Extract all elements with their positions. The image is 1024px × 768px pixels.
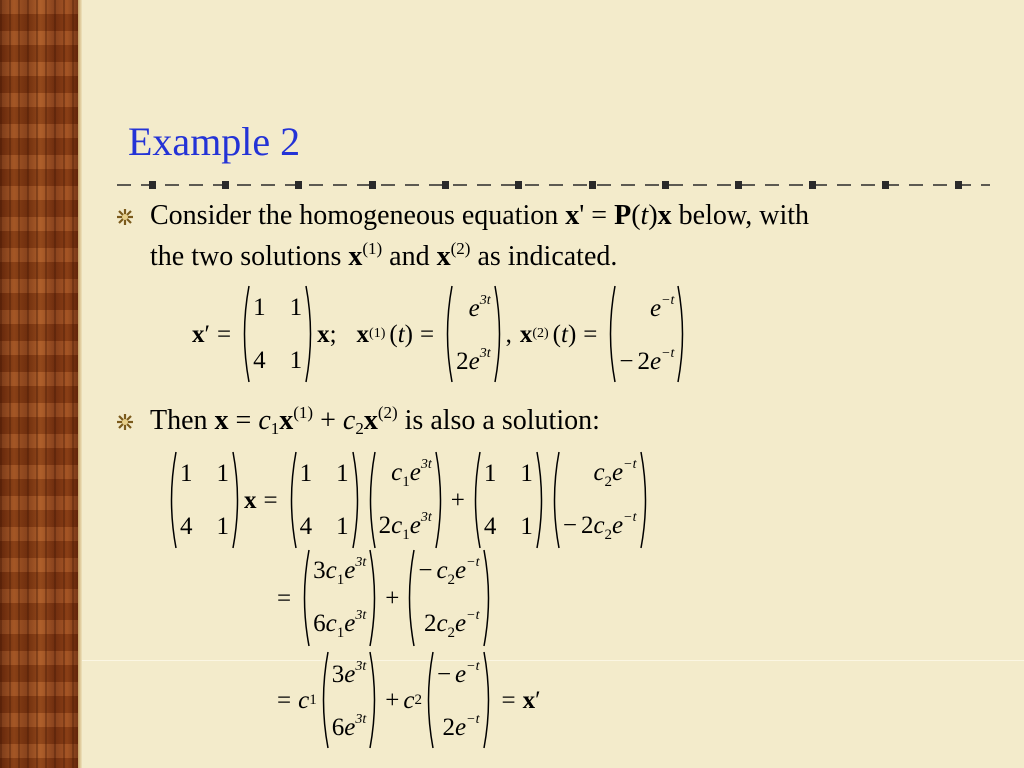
- wood-border: [0, 0, 78, 768]
- solution-2-vector: $e^{-t}$ − $2e^{-t}$: [604, 284, 689, 384]
- bullet-1-line-2: the two solutions $x^{(1)}$ and $x^{(2)}$ as indicated.: [150, 239, 618, 272]
- bullet-1-line-1: Consider the homogeneous equation x' = P(t)x below, with: [150, 200, 810, 231]
- slide-title: Example 2: [128, 119, 301, 164]
- equation-system-and-solutions: x ′ = 1 1 4 1 x ; x (1) ( t ) = $e^{3t}$ $2e^{3t}$ , x (2) ( t ) = $e^{-t}$ − $2e^{-t}$: [192, 284, 689, 384]
- slide-divider-line: [82, 660, 1024, 661]
- equation-expansion-line-2: = $3c_1e^{3t}$ $6c_1e^{3t}$ + − $c_2e^{-t}$ $2c_2e^{-t}$: [270, 548, 495, 648]
- equation-expansion-line-1: 1 1 4 1 x = 1 1 4 1 $c_1e^{3t}$ $2c_1e^{3t}$ + 1 1 4 1 $c_2e^{-t}$ − $2c_2e^{-t}$: [165, 450, 652, 550]
- coefficient-matrix: 1 1 4 1: [238, 284, 317, 384]
- solution-1-vector: $e^{3t}$ $2e^{3t}$: [441, 284, 506, 384]
- bullet-2-line-1: Then $x = c_1x^{(1)} + c_2x^{(2)}$ is also a solution:: [150, 403, 600, 438]
- title-divider: [117, 176, 990, 194]
- bullet-star-icon: [116, 208, 134, 226]
- bullet-star-icon: [116, 413, 134, 431]
- equation-expansion-line-3: = c 1 $3e^{3t}$ $6e^{3t}$ + c 2 − $e^{-t}$ $2e^{-t}$ = x ′: [270, 650, 541, 750]
- wood-border-edge: [78, 0, 82, 768]
